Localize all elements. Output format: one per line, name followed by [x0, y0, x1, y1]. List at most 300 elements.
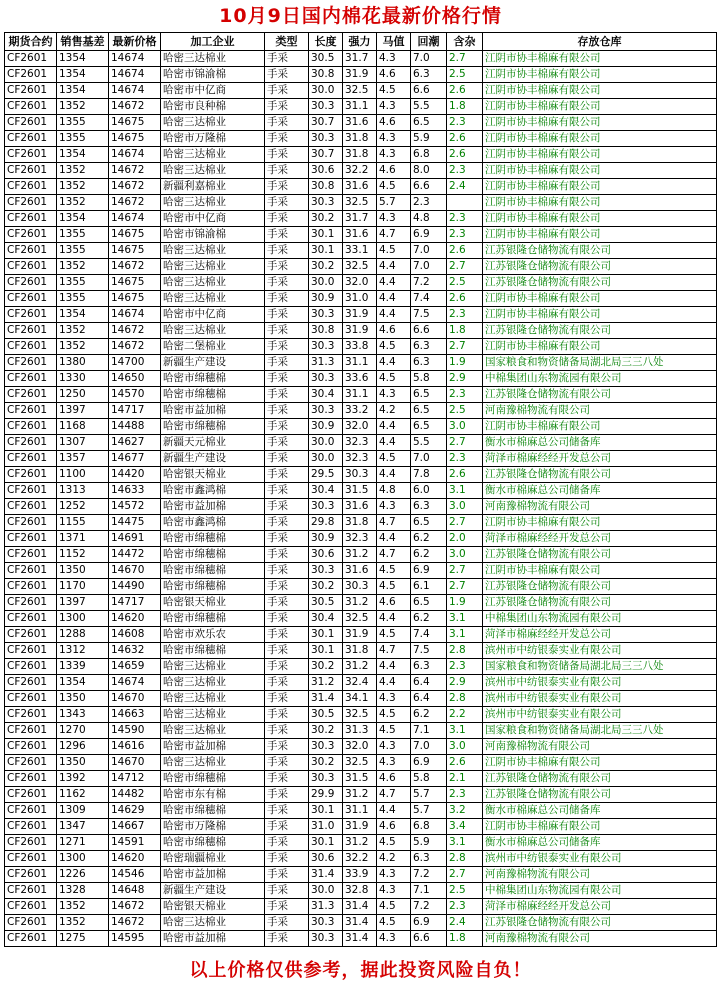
col-contract: 期货合约	[5, 32, 57, 50]
cell-micronaire: 4.4	[377, 466, 411, 482]
cell-micronaire: 4.3	[377, 882, 411, 898]
table-row	[5, 834, 717, 850]
cell-type: 手采	[265, 770, 309, 786]
cell-strength: 31.7	[343, 210, 377, 226]
cell-strength: 32.4	[343, 674, 377, 690]
cell-length: 30.3	[309, 338, 343, 354]
cell-basis: 1296	[57, 738, 109, 754]
table-row	[5, 722, 717, 738]
cell-basis: 1275	[57, 930, 109, 946]
cell-warehouse: 衡水市棉麻总公司储备库	[483, 802, 717, 818]
cell-warehouse: 国家粮食和物资储备局湖北局三三八处	[483, 722, 717, 738]
cell-basis: 1352	[57, 178, 109, 194]
cell-warehouse: 衡水市棉麻总公司储备库	[483, 834, 717, 850]
col-processor: 加工企业	[161, 32, 265, 50]
cell-basis: 1354	[57, 50, 109, 66]
cell-moisture: 6.3	[411, 354, 447, 370]
cell-length: 30.0	[309, 882, 343, 898]
cell-trash: 2.8	[447, 850, 483, 866]
cell-contract: CF2601	[5, 882, 57, 898]
cell-length: 30.3	[309, 194, 343, 210]
table-header-row	[5, 32, 717, 50]
cell-moisture: 6.4	[411, 674, 447, 690]
cell-basis: 1312	[57, 642, 109, 658]
cell-processor: 哈密二堡棉业	[161, 338, 265, 354]
cell-basis: 1328	[57, 882, 109, 898]
cell-trash: 2.3	[447, 450, 483, 466]
cell-moisture: 7.0	[411, 242, 447, 258]
cell-price: 14670	[109, 754, 161, 770]
cell-processor: 哈密市锦渝棉	[161, 226, 265, 242]
cell-trash: 2.3	[447, 898, 483, 914]
cell-length: 30.1	[309, 834, 343, 850]
cell-type: 手采	[265, 738, 309, 754]
cell-warehouse: 衡水市棉麻总公司储备库	[483, 434, 717, 450]
cell-price: 14663	[109, 706, 161, 722]
cell-moisture: 6.3	[411, 338, 447, 354]
cell-contract: CF2601	[5, 706, 57, 722]
cell-type: 手采	[265, 146, 309, 162]
cell-basis: 1357	[57, 450, 109, 466]
cell-strength: 31.2	[343, 786, 377, 802]
cell-warehouse: 河南豫棉物流有限公司	[483, 402, 717, 418]
cell-price: 14490	[109, 578, 161, 594]
cell-length: 31.3	[309, 354, 343, 370]
cell-micronaire: 4.4	[377, 290, 411, 306]
cell-trash: 2.3	[447, 114, 483, 130]
cell-trash: 2.6	[447, 146, 483, 162]
table-row	[5, 626, 717, 642]
cell-trash: 2.7	[447, 258, 483, 274]
cell-price: 14675	[109, 242, 161, 258]
cell-processor: 哈密三达棉业	[161, 114, 265, 130]
cell-contract: CF2601	[5, 658, 57, 674]
cell-contract: CF2601	[5, 98, 57, 114]
cell-micronaire: 4.5	[377, 178, 411, 194]
cell-basis: 1339	[57, 658, 109, 674]
cell-contract: CF2601	[5, 546, 57, 562]
cell-strength: 31.9	[343, 818, 377, 834]
cell-warehouse: 江阴市协丰棉麻有限公司	[483, 178, 717, 194]
cell-price: 14570	[109, 386, 161, 402]
table-row	[5, 146, 717, 162]
cell-contract: CF2601	[5, 914, 57, 930]
cell-contract: CF2601	[5, 834, 57, 850]
cell-strength: 31.2	[343, 546, 377, 562]
cell-basis: 1355	[57, 114, 109, 130]
cell-processor: 哈密三达棉业	[161, 754, 265, 770]
cell-warehouse: 国家粮食和物资储备局湖北局三三八处	[483, 658, 717, 674]
table-row	[5, 658, 717, 674]
cell-moisture: 6.3	[411, 658, 447, 674]
cell-micronaire: 4.4	[377, 306, 411, 322]
cell-strength: 31.1	[343, 98, 377, 114]
cell-length: 31.0	[309, 818, 343, 834]
cell-processor: 哈密三达棉业	[161, 658, 265, 674]
cell-micronaire: 4.5	[377, 722, 411, 738]
cell-micronaire: 4.5	[377, 834, 411, 850]
cell-trash: 2.9	[447, 370, 483, 386]
cell-warehouse: 江阴市协丰棉麻有限公司	[483, 818, 717, 834]
table-row	[5, 338, 717, 354]
cell-processor: 哈密市绵穗棉	[161, 642, 265, 658]
table-row	[5, 114, 717, 130]
cell-type: 手采	[265, 674, 309, 690]
cell-contract: CF2601	[5, 850, 57, 866]
cell-warehouse: 江阴市协丰棉麻有限公司	[483, 114, 717, 130]
cell-trash: 2.2	[447, 706, 483, 722]
cell-strength: 32.5	[343, 754, 377, 770]
cell-trash: 2.5	[447, 402, 483, 418]
cell-length: 30.3	[309, 498, 343, 514]
cell-warehouse: 中棉集团山东物流园有限公司	[483, 610, 717, 626]
cell-type: 手采	[265, 930, 309, 946]
cell-warehouse: 江苏银隆仓储物流有限公司	[483, 786, 717, 802]
cell-strength: 31.1	[343, 386, 377, 402]
cell-contract: CF2601	[5, 514, 57, 530]
cell-moisture: 6.3	[411, 850, 447, 866]
cell-contract: CF2601	[5, 130, 57, 146]
cell-length: 29.8	[309, 514, 343, 530]
cell-strength: 31.7	[343, 50, 377, 66]
table-row	[5, 898, 717, 914]
cell-strength: 31.8	[343, 514, 377, 530]
cell-processor: 哈密市锦渝棉	[161, 66, 265, 82]
cell-basis: 1347	[57, 818, 109, 834]
cell-price: 14670	[109, 690, 161, 706]
cell-length: 30.6	[309, 850, 343, 866]
cell-basis: 1100	[57, 466, 109, 482]
cell-basis: 1352	[57, 98, 109, 114]
cell-basis: 1330	[57, 370, 109, 386]
cell-type: 手采	[265, 258, 309, 274]
cell-warehouse: 江苏银隆仓储物流有限公司	[483, 274, 717, 290]
cell-type: 手采	[265, 386, 309, 402]
cell-strength: 31.4	[343, 914, 377, 930]
cell-price: 14572	[109, 498, 161, 514]
cell-strength: 31.1	[343, 354, 377, 370]
cell-basis: 1300	[57, 610, 109, 626]
cell-type: 手采	[265, 194, 309, 210]
cell-strength: 32.5	[343, 706, 377, 722]
cell-micronaire: 5.7	[377, 194, 411, 210]
cell-moisture: 6.9	[411, 754, 447, 770]
cell-moisture: 5.5	[411, 434, 447, 450]
cell-basis: 1170	[57, 578, 109, 594]
cell-warehouse: 滨州市中纺银泰实业有限公司	[483, 674, 717, 690]
cell-length: 30.3	[309, 770, 343, 786]
cell-micronaire: 4.3	[377, 930, 411, 946]
cell-processor: 哈密市绵穗棉	[161, 578, 265, 594]
col-moisture: 回潮	[411, 32, 447, 50]
cell-contract: CF2601	[5, 338, 57, 354]
table-row	[5, 66, 717, 82]
cell-length: 30.9	[309, 418, 343, 434]
disclaimer-footer: 以上价格仅供参考，据此投资风险自负！	[189, 959, 532, 981]
cell-type: 手采	[265, 866, 309, 882]
cell-type: 手采	[265, 162, 309, 178]
cell-basis: 1226	[57, 866, 109, 882]
cell-length: 30.5	[309, 706, 343, 722]
cell-type: 手采	[265, 274, 309, 290]
cell-strength: 33.6	[343, 370, 377, 386]
cell-moisture: 7.4	[411, 290, 447, 306]
cell-moisture: 7.5	[411, 642, 447, 658]
col-trash: 含杂	[447, 32, 483, 50]
cell-length: 31.3	[309, 898, 343, 914]
cell-contract: CF2601	[5, 930, 57, 946]
cell-moisture: 6.9	[411, 226, 447, 242]
cell-warehouse: 河南豫棉物流有限公司	[483, 866, 717, 882]
cell-moisture: 7.0	[411, 450, 447, 466]
table-row	[5, 706, 717, 722]
cell-type: 手采	[265, 786, 309, 802]
table-row	[5, 818, 717, 834]
cell-trash: 3.1	[447, 482, 483, 498]
cell-micronaire: 4.5	[377, 370, 411, 386]
cell-contract: CF2601	[5, 498, 57, 514]
cell-warehouse: 江阴市协丰棉麻有限公司	[483, 146, 717, 162]
cell-length: 30.2	[309, 754, 343, 770]
cell-type: 手采	[265, 130, 309, 146]
cell-processor: 哈密三达棉业	[161, 194, 265, 210]
cell-moisture: 7.0	[411, 738, 447, 754]
cell-warehouse: 河南豫棉物流有限公司	[483, 930, 717, 946]
cell-warehouse: 中棉集团山东物流园有限公司	[483, 370, 717, 386]
cell-processor: 哈密市益加棉	[161, 498, 265, 514]
cell-price: 14632	[109, 642, 161, 658]
cell-moisture: 6.9	[411, 562, 447, 578]
cell-basis: 1350	[57, 754, 109, 770]
cell-moisture: 6.2	[411, 706, 447, 722]
cell-warehouse: 江阴市协丰棉麻有限公司	[483, 418, 717, 434]
cell-processor: 哈密市益加棉	[161, 738, 265, 754]
cell-length: 30.3	[309, 130, 343, 146]
table-row	[5, 610, 717, 626]
cell-trash: 2.1	[447, 770, 483, 786]
cell-warehouse: 江阴市协丰棉麻有限公司	[483, 66, 717, 82]
cell-processor: 哈密三达棉业	[161, 258, 265, 274]
cell-contract: CF2601	[5, 114, 57, 130]
cell-type: 手采	[265, 226, 309, 242]
cell-micronaire: 4.4	[377, 658, 411, 674]
cell-price: 14672	[109, 338, 161, 354]
cell-price: 14717	[109, 402, 161, 418]
cell-type: 手采	[265, 402, 309, 418]
cell-trash: 2.7	[447, 866, 483, 882]
cell-micronaire: 4.3	[377, 498, 411, 514]
cell-length: 30.4	[309, 610, 343, 626]
cell-micronaire: 4.2	[377, 402, 411, 418]
cell-contract: CF2601	[5, 66, 57, 82]
cell-micronaire: 4.4	[377, 274, 411, 290]
cell-contract: CF2601	[5, 674, 57, 690]
cell-type: 手采	[265, 578, 309, 594]
table-row	[5, 450, 717, 466]
cell-moisture: 7.8	[411, 466, 447, 482]
cell-price: 14482	[109, 786, 161, 802]
cell-contract: CF2601	[5, 466, 57, 482]
cell-contract: CF2601	[5, 818, 57, 834]
cell-contract: CF2601	[5, 594, 57, 610]
cell-micronaire: 4.6	[377, 66, 411, 82]
cell-trash: 2.3	[447, 226, 483, 242]
table-row	[5, 738, 717, 754]
table-row	[5, 642, 717, 658]
table-row	[5, 306, 717, 322]
cell-contract: CF2601	[5, 242, 57, 258]
table-row	[5, 242, 717, 258]
cell-type: 手采	[265, 610, 309, 626]
cell-strength: 33.8	[343, 338, 377, 354]
cell-price: 14650	[109, 370, 161, 386]
cell-micronaire: 4.6	[377, 594, 411, 610]
cell-moisture: 4.8	[411, 210, 447, 226]
cell-moisture: 6.3	[411, 66, 447, 82]
cell-moisture: 5.9	[411, 834, 447, 850]
cell-price: 14627	[109, 434, 161, 450]
cell-price: 14674	[109, 66, 161, 82]
cell-strength: 32.2	[343, 850, 377, 866]
cell-price: 14475	[109, 514, 161, 530]
cell-price: 14672	[109, 178, 161, 194]
cell-warehouse: 江阴市协丰棉麻有限公司	[483, 514, 717, 530]
cell-micronaire: 4.6	[377, 818, 411, 834]
cell-processor: 哈密市益加棉	[161, 866, 265, 882]
cell-strength: 31.6	[343, 178, 377, 194]
cell-length: 29.5	[309, 466, 343, 482]
cell-processor: 新疆利嘉棉业	[161, 178, 265, 194]
cell-trash: 2.9	[447, 674, 483, 690]
cell-type: 手采	[265, 834, 309, 850]
cell-moisture: 6.2	[411, 546, 447, 562]
cell-length: 30.3	[309, 370, 343, 386]
cell-micronaire: 4.6	[377, 162, 411, 178]
cell-moisture: 6.4	[411, 690, 447, 706]
cell-trash: 2.5	[447, 66, 483, 82]
cell-trash: 3.1	[447, 626, 483, 642]
cell-strength: 31.4	[343, 930, 377, 946]
cell-price: 14590	[109, 722, 161, 738]
cell-strength: 31.5	[343, 770, 377, 786]
cell-type: 手采	[265, 594, 309, 610]
col-price: 最新价格	[109, 32, 161, 50]
cell-micronaire: 4.4	[377, 674, 411, 690]
cell-micronaire: 4.4	[377, 354, 411, 370]
cell-micronaire: 4.7	[377, 642, 411, 658]
cell-micronaire: 4.5	[377, 578, 411, 594]
cell-price: 14488	[109, 418, 161, 434]
cell-strength: 33.2	[343, 402, 377, 418]
cell-price: 14672	[109, 898, 161, 914]
cell-strength: 31.8	[343, 130, 377, 146]
cell-moisture: 5.8	[411, 770, 447, 786]
cell-trash: 2.7	[447, 434, 483, 450]
cell-micronaire: 4.4	[377, 530, 411, 546]
cell-type: 手采	[265, 498, 309, 514]
cell-strength: 31.6	[343, 226, 377, 242]
cell-trash: 3.0	[447, 498, 483, 514]
cell-strength: 31.2	[343, 594, 377, 610]
cell-trash: 3.1	[447, 834, 483, 850]
cell-warehouse: 江苏银隆仓储物流有限公司	[483, 386, 717, 402]
cell-contract: CF2601	[5, 802, 57, 818]
cell-processor: 哈密市绵穗棉	[161, 546, 265, 562]
cell-moisture: 7.5	[411, 306, 447, 322]
cell-type: 手采	[265, 898, 309, 914]
cell-warehouse: 菏泽市棉麻经经开发总公司	[483, 450, 717, 466]
cell-micronaire: 4.5	[377, 626, 411, 642]
cell-basis: 1252	[57, 498, 109, 514]
cell-warehouse: 中棉集团山东物流园有限公司	[483, 882, 717, 898]
cell-micronaire: 4.7	[377, 546, 411, 562]
cell-trash: 2.8	[447, 690, 483, 706]
cell-contract: CF2601	[5, 226, 57, 242]
cell-price: 14616	[109, 738, 161, 754]
cell-basis: 1397	[57, 594, 109, 610]
cell-moisture: 6.6	[411, 82, 447, 98]
cell-processor: 新疆生产建设	[161, 450, 265, 466]
cell-warehouse: 江苏银隆仓储物流有限公司	[483, 546, 717, 562]
cell-micronaire: 4.4	[377, 434, 411, 450]
cell-processor: 哈密市绵穗棉	[161, 802, 265, 818]
cell-processor: 哈密市鑫鸿棉	[161, 482, 265, 498]
cell-trash: 1.8	[447, 98, 483, 114]
cell-moisture: 7.1	[411, 722, 447, 738]
cell-price: 14672	[109, 258, 161, 274]
cell-price: 14674	[109, 146, 161, 162]
cell-strength: 32.3	[343, 450, 377, 466]
table-row	[5, 866, 717, 882]
cell-processor: 新疆生产建设	[161, 354, 265, 370]
cell-contract: CF2601	[5, 402, 57, 418]
cell-basis: 1313	[57, 482, 109, 498]
cell-micronaire: 4.4	[377, 610, 411, 626]
table-row	[5, 674, 717, 690]
cell-basis: 1355	[57, 274, 109, 290]
cell-trash: 2.7	[447, 578, 483, 594]
cell-micronaire: 4.5	[377, 562, 411, 578]
cell-processor: 哈密三达棉业	[161, 690, 265, 706]
cell-price: 14672	[109, 914, 161, 930]
cell-length: 30.8	[309, 178, 343, 194]
cell-strength: 31.5	[343, 482, 377, 498]
cell-micronaire: 4.5	[377, 338, 411, 354]
cell-type: 手采	[265, 690, 309, 706]
cell-micronaire: 4.3	[377, 50, 411, 66]
cell-contract: CF2601	[5, 738, 57, 754]
cell-basis: 1350	[57, 690, 109, 706]
cell-price: 14675	[109, 274, 161, 290]
cell-basis: 1162	[57, 786, 109, 802]
cell-price: 14629	[109, 802, 161, 818]
table-row	[5, 770, 717, 786]
table-row	[5, 226, 717, 242]
cell-type: 手采	[265, 338, 309, 354]
cell-warehouse: 国家粮食和物资储备局湖北局三三八处	[483, 354, 717, 370]
cell-basis: 1270	[57, 722, 109, 738]
cell-trash: 2.6	[447, 754, 483, 770]
cell-price: 14648	[109, 882, 161, 898]
cell-warehouse: 江阴市协丰棉麻有限公司	[483, 562, 717, 578]
cell-type: 手采	[265, 722, 309, 738]
table-row	[5, 274, 717, 290]
cell-moisture: 5.9	[411, 130, 447, 146]
table-row	[5, 482, 717, 498]
cell-warehouse: 江阴市协丰棉麻有限公司	[483, 210, 717, 226]
cell-length: 30.3	[309, 738, 343, 754]
cell-strength: 32.0	[343, 738, 377, 754]
